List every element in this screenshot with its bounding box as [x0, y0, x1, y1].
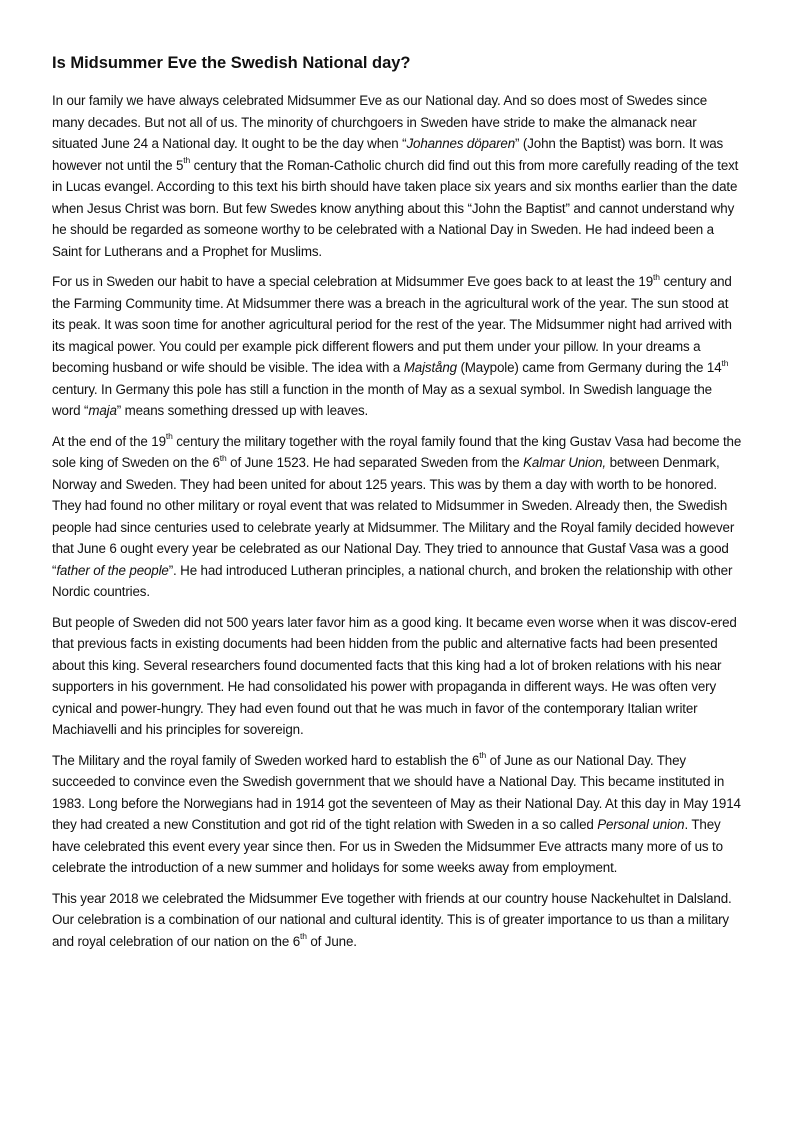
ordinal-suffix: th [300, 931, 307, 942]
italic-text: maja [88, 403, 117, 418]
italic-text: father of the people [56, 562, 169, 578]
paragraph-text: between Denmark, Norway and Sweden. They had been united for about 125 years. This was by them a day with worth to be honored. They had found no other military or royal event that was related to Midsummer in Sweden. Already then, the Swedish people had since centuries used to celebrate yearly at Midsummer. The Military and the Royal family decided however that June 6 ought every year be celebrated as our National Day. They tried to announce that Gustaf Vasa was a good “ [52, 455, 735, 578]
ordinal-suffix: th [165, 431, 173, 442]
ordinal-suffix: th [219, 452, 227, 463]
paragraph-text: century and the Farming Community time. At Midsummer there was a breach in the agricultural work of the year. The sun stood at its peak. It was soon time for another agricultural period for the rest of the year. The Midsummer night had arrived with its magical power. You could per example pick different flowers and put them under your pillow. In your dreams a becoming husband or wife should be visible. The idea with a [52, 274, 732, 375]
paragraph-6 [52, 888, 742, 953]
italic-text: Johannes döparen [406, 136, 516, 151]
italic-text: Personal union [597, 817, 685, 832]
italic-text: Majstång [403, 360, 457, 375]
paragraph-text: of June. [306, 933, 357, 949]
paragraph-text: century the military together with the royal family found that the king Gustav Vasa had become the sole king of Sweden on the 6 [52, 433, 742, 470]
ordinal-suffix: th [721, 357, 729, 368]
paragraph-text: But people of Sweden did not 500 years later favor him as a good king. It became even worse when it was discov-ered that previous facts in existing documents had been hidden from the public and alternative facts had been presented about this king. Several researchers found documented facts that this king had a lot of broken relations with his near supporters in his government. He had consolidated his power with propaganda in different ways. He was often very cynical and power-hungry. They had even found out that he was much in favor of the contemporary Italian writer Machiavelli and his principles for sovereign. [52, 614, 737, 737]
paragraph-text: century that the Roman-Catholic church did find out this from more carefully reading of the text in Lucas evangel. According to this text his birth should have taken place six years and six months earlier than the date when Jesus Christ was born. But few Swedes know anything about this “John the Baptist” and cannot understand why he should be regarded as someone worthy to be celebrated with a National Day in Sweden. He had indeed been a Saint for Lutherans and a Prophet for Muslims. [52, 157, 739, 259]
paragraph-text: of June 1523. He had separated Sweden from the [226, 455, 524, 470]
paragraph-text: ”. He had introduced Lutheran principles, a national church, and broken the relationship with other Nordic countries. [52, 562, 733, 599]
paragraph-2 [52, 271, 742, 422]
document-page [52, 52, 742, 961]
paragraph-text: ” (John the Baptist) was born. It was however not until the 5 [52, 136, 724, 173]
ordinal-suffix: th [479, 750, 487, 761]
document-title: Is Midsummer Eve the Swedish National day? [52, 54, 411, 72]
paragraph-text: ” means something dressed up with leaves. [116, 403, 369, 418]
paragraph-text: . They have celebrated this event every year since then. For us in Sweden the Midsummer Eve attracts many more of us to celebrate the introduction of a new summer and holidays for some weeks away from employment. [52, 817, 723, 875]
paragraph-3 [52, 431, 742, 603]
paragraph-text: (Maypole) came from Germany during the 14 [456, 360, 722, 375]
paragraph-text: century. In Germany this pole has still a function in the month of May as a sexual symbol. In Swedish language the word “ [52, 381, 712, 418]
ordinal-suffix: th [183, 155, 191, 166]
paragraph-text: For us in Sweden our habit to have a special celebration at Midsummer Eve goes back to at least the 19 [52, 274, 654, 289]
document-body [52, 90, 742, 952]
paragraph-text: At the end of the 19 [52, 433, 166, 449]
paragraph-text: of June as our National Day. They succeeded to convince even the Swedish government that we should have a National Day. This became instituted in 1983. Long before the Norwegians had in 1914 got the seventeen of May as their National Day. At this day in May 1914 they had created a new Constitution and got rid of the tight relation with Sweden in a so called [52, 752, 741, 832]
paragraph-4 [52, 612, 742, 741]
paragraph-text: In our family we have always celebrated Midsummer Eve as our National day. And so does most of Swedes since many decades. But not all of us. The minority of churchgoers in Sweden have stride to make the almanack near situated June 24 a National day. It ought to be the day when “ [52, 93, 708, 151]
paragraph-text: This year 2018 we celebrated the Midsummer Eve together with friends at our country house Nackehultet in Dalsland. Our celebration is a combination of our national and cultural identity. This is of greater importance to us than a military and royal celebration of our nation on the 6 [52, 890, 732, 949]
paragraph-1 [52, 90, 742, 262]
italic-text: Kalmar Union, [523, 455, 607, 470]
paragraph-5 [52, 750, 742, 879]
ordinal-suffix: th [653, 271, 660, 282]
paragraph-text: The Military and the royal family of Sweden worked hard to establish the 6 [52, 752, 480, 768]
